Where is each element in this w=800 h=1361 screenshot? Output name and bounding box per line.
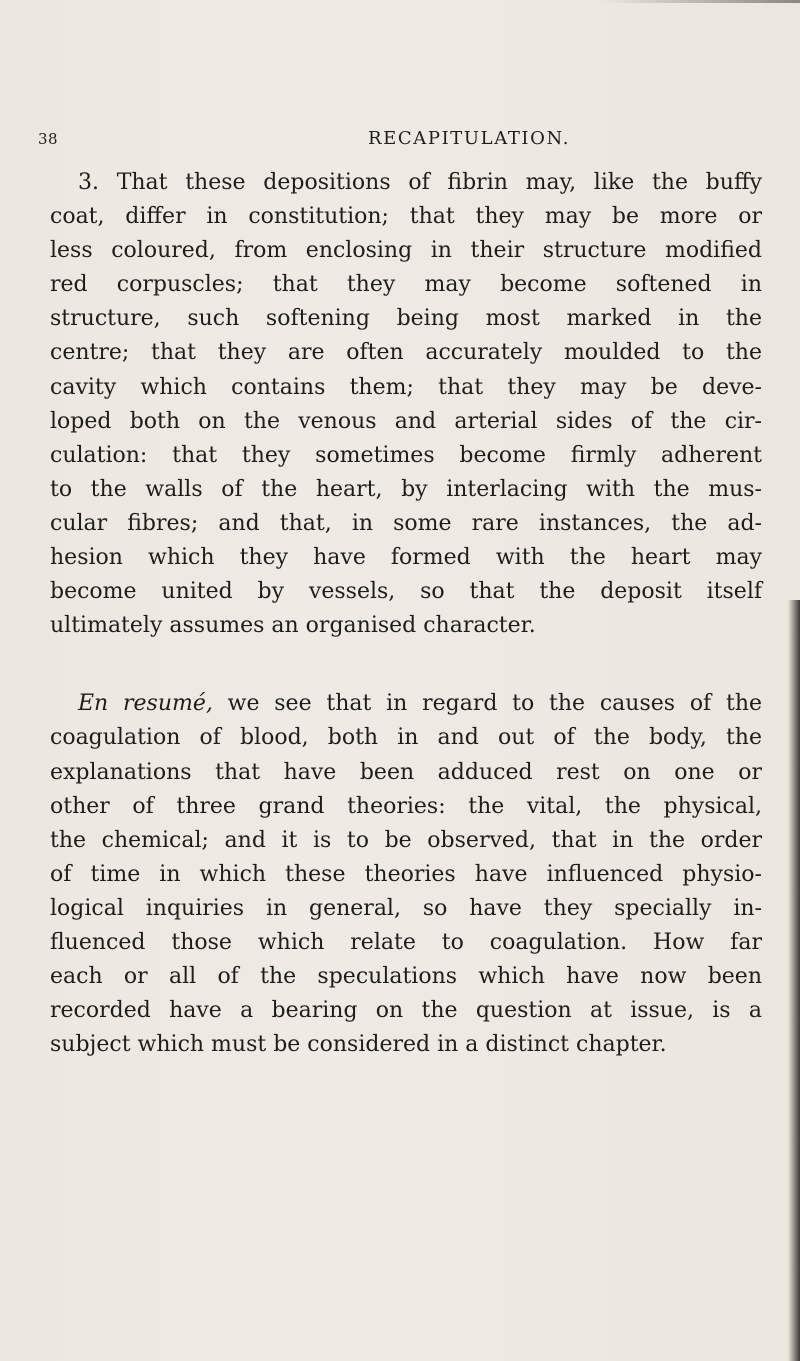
- body-text: [50, 166, 762, 1062]
- text-line: cavity which contains them; that they may be deve-: [50, 374, 762, 400]
- text-line: each or all of the speculations which have now been: [50, 964, 762, 990]
- chapter-title: RECAPITULATION.: [368, 128, 571, 149]
- page-top-shadow: [600, 0, 800, 3]
- text-line: of time in which these theories have influenced physio-: [50, 861, 762, 887]
- italic-phrase: En resumé,: [78, 691, 213, 717]
- running-head: [38, 128, 758, 158]
- text-line: subject which must be considered in a distinct chapter.: [50, 1032, 667, 1058]
- text-line: to the walls of the heart, by interlacing with the mus-: [50, 476, 762, 502]
- text-line: fluenced those which relate to coagulation. How far: [50, 929, 762, 955]
- text-line: centre; that they are often accurately moulded to the: [50, 340, 762, 366]
- text-line: logical inquiries in general, so have they specially in-: [50, 895, 762, 921]
- text-line: coat, differ in constitution; that they may be more or: [50, 204, 762, 230]
- text-line: hesion which they have formed with the heart may: [50, 545, 762, 571]
- page-binding-edge: [788, 600, 800, 1361]
- text-line: become united by vessels, so that the deposit itself: [50, 579, 762, 605]
- text-line: ultimately assumes an organised character.: [50, 613, 536, 639]
- text-line: less coloured, from enclosing in their structure modified: [50, 238, 762, 264]
- text-line: culation: that they sometimes become firmly adherent: [50, 442, 762, 468]
- paragraph-resume: [50, 687, 762, 1062]
- text-line: red corpuscles; that they may become softened in: [50, 272, 762, 298]
- text-line: cular fibres; and that, in some rare instances, the ad-: [50, 510, 762, 536]
- text-line: structure, such softening being most marked in the: [50, 306, 762, 332]
- text-run: we see that in regard to the causes of the: [212, 691, 763, 717]
- text-line: 3. That these depositions of fibrin may, like the buffy: [78, 170, 762, 195]
- text-line: coagulation of blood, both in and out of the body, the: [50, 725, 762, 751]
- text-line-first: [50, 687, 762, 721]
- paragraph-depositions: [50, 166, 762, 643]
- paragraph-gap: [50, 643, 762, 687]
- text-line: other of three grand theories: the vital, the physical,: [50, 793, 762, 819]
- text-line: explanations that have been adduced rest on one or: [50, 759, 762, 785]
- text-line: loped both on the venous and arterial sides of the cir-: [50, 408, 762, 434]
- text-line: recorded have a bearing on the question at issue, is a: [50, 998, 762, 1024]
- page-number: 38: [38, 130, 59, 148]
- text-line: the chemical; and it is to be observed, that in the order: [50, 827, 762, 853]
